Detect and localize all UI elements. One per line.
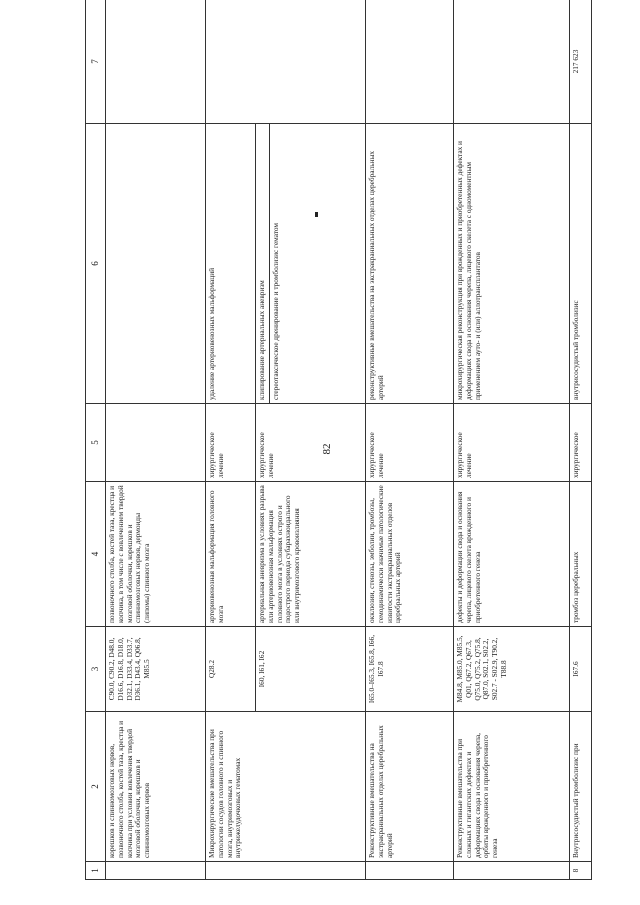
patient-model: окклюзии, стенозы, эмболии, тромбозы, гемодинамически значимые патологические извитости экстракраниальных отделов церебральных артерий [366, 482, 454, 627]
rotated-table-wrapper [85, 0, 615, 880]
patient-model: артериовенозная мальформация головного мозга [206, 482, 256, 627]
row-number [106, 862, 206, 880]
header-cell: 1 [86, 862, 106, 880]
treatment-type: хирургическое [570, 404, 592, 482]
header-cell: 5 [86, 404, 106, 482]
row-number [366, 862, 454, 880]
cost-cell [454, 0, 570, 124]
row-number: 8 [570, 862, 592, 880]
cost-cell [106, 0, 206, 124]
patient-model: тромбоз церебральных [570, 482, 592, 627]
icd-codes: I60, I61, I62 [256, 627, 366, 712]
treatment-table [85, 0, 592, 880]
treatment-type: хирургическое лечение [454, 404, 570, 482]
treatment-method: клипирование артериальных аневризм [256, 124, 270, 404]
table-row [206, 0, 256, 880]
table-row [570, 0, 592, 880]
row-number [454, 862, 570, 880]
icd-codes: C90.0, C90.2, D48.0, D16.6, D16.8, D18.0, D32.1, D33.4, D33.7, D36.1, D43.4, Q06.8, M85.5 [106, 627, 206, 712]
icd-codes: I67.6 [570, 627, 592, 712]
header-cell: 4 [86, 482, 106, 627]
intervention-name: Реконструктивные вмешательства на экстракраниальных отделах церебральных артерий [366, 712, 454, 862]
scan-speck [315, 212, 318, 217]
header-cell: 2 [86, 712, 106, 862]
treatment-type: хирургическое лечение [206, 404, 256, 482]
header-cell: 3 [86, 627, 106, 712]
header-cell: 7 [86, 0, 106, 124]
patient-model: артериальная аневризма в условиях разрыва или артериовенозная мальформация головного мозга в условиях острого и подострого периода субарахноидального или внутримозгового кровоизлияния [256, 482, 366, 627]
intervention-name: Микрохирургические вмешательства при патологии сосудов головного и спинного мозга, внутримозговых и внутрижелудочковых гематомах [206, 712, 366, 862]
treatment-method [106, 124, 206, 404]
page-number: 82 [321, 443, 333, 455]
patient-model: дефекты и деформации свода и основания черепа, лицевого скелета врожденного и приобретенного генеза [454, 482, 570, 627]
patient-model: позвоночного столба, костей таза, крестца и копчика, в том числе с вовлечением твердой мозговой оболочки, корешков и спинномозговых нервов, дермоиды (липомы) спинного мозга [106, 482, 206, 627]
icd-codes: Q28.2 [206, 627, 256, 712]
treatment-method: внутрисосудистый тромболизис [570, 124, 592, 404]
header-cell: 6 [86, 124, 106, 404]
treatment-method-secondary: стереотаксическое дренирование и тромболизис гематом [270, 124, 366, 404]
treatment-method: микрохирургическая реконструкция при врожденных и приобретенных дефектах и деформациях свода и основания черепа, лицевого скелета с одномоментным применением ауто- и (или) аллотрансплантатов [454, 124, 570, 404]
icd-codes: M84.8, M85.0, M85.5, Q01, Q67.2, Q67.3, Q75.0, Q75.2, Q75.8, Q87.0, S02.1, S02.2, S02.7 - S02.9, T90.2, T88.8 [454, 627, 570, 712]
intervention-name: Реконструктивные вмешательства при сложных и гигантских дефектах и деформациях свода и основания черепа, орбиты врожденного и приобретенного генеза [454, 712, 570, 862]
treatment-method: реконструктивные вмешательства на экстракраниальных отделах церебральных артерий [366, 124, 454, 404]
row-number [206, 862, 366, 880]
cost-cell: 217 623 [570, 0, 592, 124]
table-row [106, 0, 206, 880]
treatment-type: хирургическое лечение [366, 404, 454, 482]
icd-codes: I65.0–I65.3, I65.8, I66, I67.8 [366, 627, 454, 712]
table-row [366, 0, 454, 880]
treatment-type: хирургическое лечение [256, 404, 366, 482]
treatment-method: удаление артериовенозных мальформаций [206, 124, 256, 404]
cost-cell [366, 0, 454, 124]
treatment-type [106, 404, 206, 482]
cost-cell [206, 0, 366, 124]
table-header-row [86, 0, 106, 880]
intervention-name: корешков и спинномозговых нервов, позвоночного столба, костей таза, крестца и копчика при условии вовлечения твердой мозговой оболочки, корешков и спинномозговых нервов [106, 712, 206, 862]
table-row [454, 0, 570, 880]
intervention-name: Внутрисосудистый тромболизис при [570, 712, 592, 862]
